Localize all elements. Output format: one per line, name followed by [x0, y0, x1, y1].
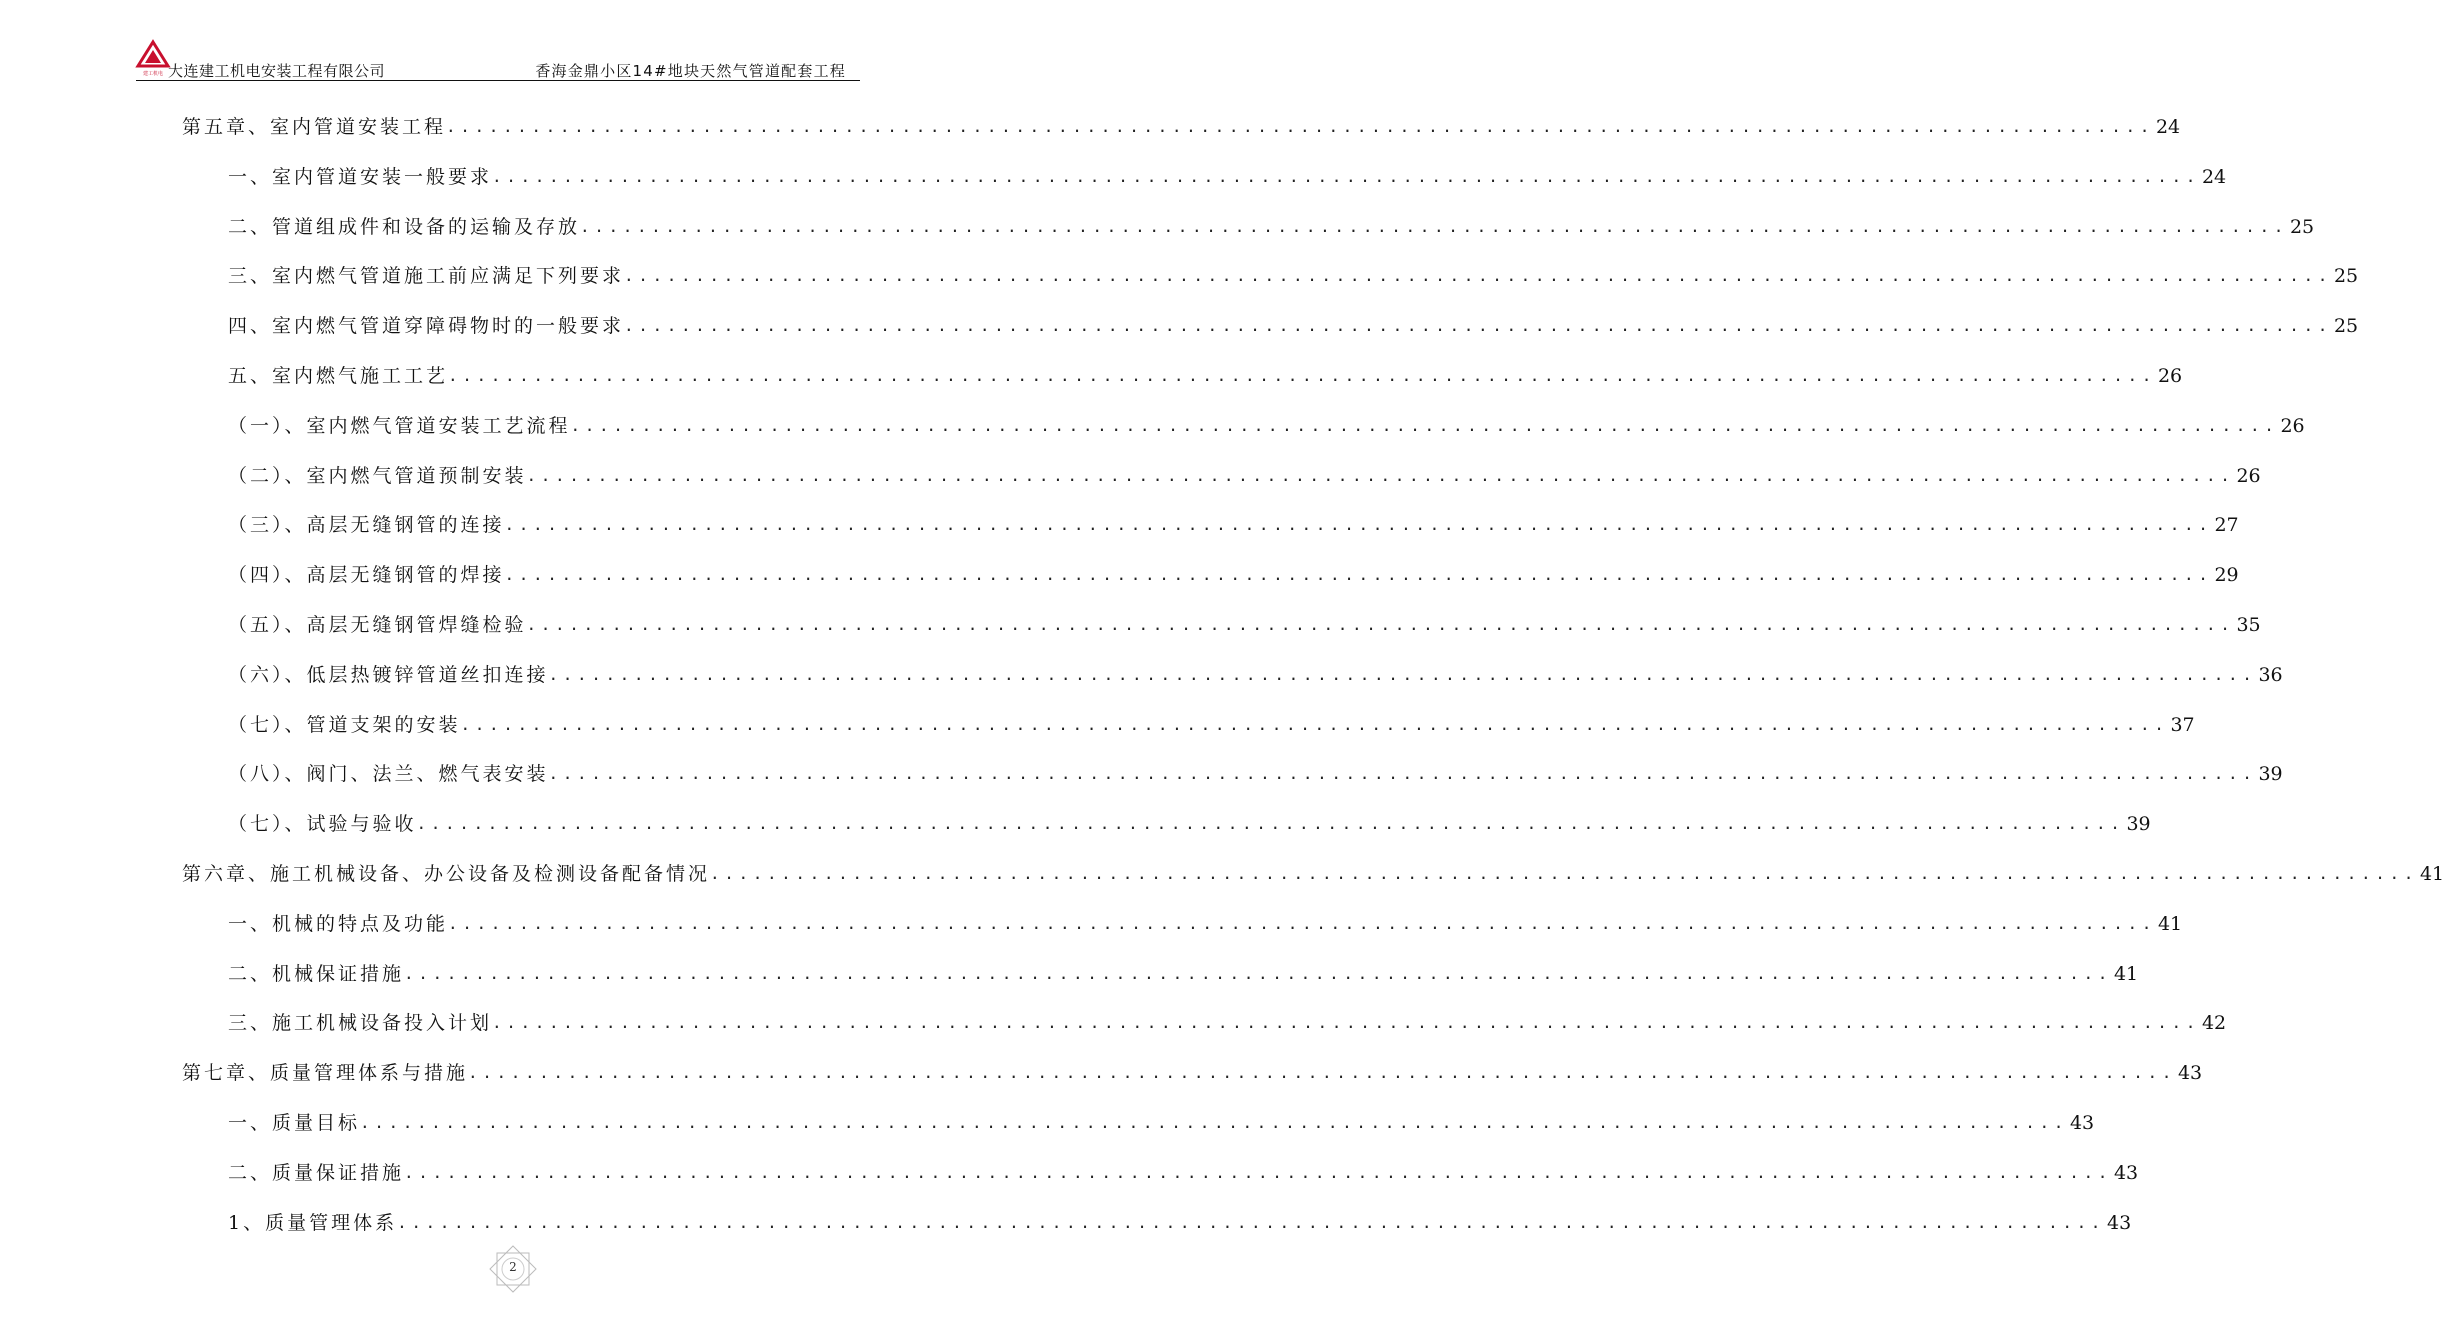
- toc-entry-title: （一）、室内燃气管道安装工艺流程: [228, 414, 571, 437]
- toc-entry[interactable]: [228, 411, 2305, 441]
- toc-entry[interactable]: [228, 1008, 2227, 1038]
- toc-entry[interactable]: [228, 261, 2359, 291]
- toc-entry-title: 第五章、室内管道安装工程: [182, 116, 447, 138]
- svg-text:建工机电: 建工机电: [142, 71, 164, 77]
- toc-entry-title: （四）、高层无缝钢管的焊接: [228, 564, 505, 587]
- toc-leader-dots: ........................................................................................................................: [624, 316, 2332, 336]
- project-name: 香海金鼎小区14#地块天然气管道配套工程: [535, 62, 846, 80]
- toc-entry[interactable]: [182, 112, 2181, 142]
- toc-entry-title: （六）、低层热镀锌管道丝扣连接: [228, 663, 549, 686]
- toc-entry-title: 三、室内燃气管道施工前应满足下列要求: [228, 265, 625, 288]
- company-name: 大连建工机电安装工程有限公司: [168, 62, 386, 80]
- toc-leader-dots: ........................................................................................................................: [416, 814, 2125, 834]
- toc-entry-page: 25: [2333, 265, 2359, 288]
- toc-entry-page: 29: [2214, 564, 2239, 587]
- toc-entry-page: 24: [2201, 165, 2227, 188]
- toc-leader-dots: ........................................................................................................................: [397, 1212, 2106, 1232]
- toc-entry-title: 一、室内管道安装一般要求: [228, 165, 493, 188]
- toc-entry-title: 第六章、施工机械设备、办公设备及检测设备配备情况: [182, 863, 711, 885]
- toc-entry-page: 43: [2069, 1112, 2095, 1134]
- toc-entry[interactable]: [228, 909, 2183, 939]
- toc-entry-page: 26: [2280, 414, 2305, 437]
- toc-leader-dots: ........................................................................................................................: [624, 266, 2332, 286]
- toc-entry-title: 二、管道组成件和设备的运输及存放: [228, 215, 581, 238]
- toc-entry-title: 二、质量保证措施: [228, 1161, 405, 1184]
- toc-entry-page: 41: [2419, 863, 2444, 885]
- page-header: [136, 40, 860, 82]
- toc-entry-title: 一、质量目标: [228, 1112, 361, 1134]
- toc-entry[interactable]: [182, 859, 2444, 889]
- toc-entry[interactable]: [228, 660, 2283, 690]
- toc-entry[interactable]: [228, 610, 2261, 640]
- toc-leader-dots: ........................................................................................................................: [526, 615, 2235, 634]
- toc-entry[interactable]: [228, 560, 2239, 590]
- toc-entry-page: 37: [2170, 713, 2195, 736]
- header-divider: [136, 80, 860, 81]
- toc-entry-title: 1、质量管理体系: [228, 1211, 398, 1234]
- toc-leader-dots: ........................................................................................................................: [504, 515, 2213, 535]
- toc-entry-title: 三、施工机械设备投入计划: [228, 1012, 493, 1035]
- toc-entry-title: （七）、管道支架的安装: [228, 713, 461, 736]
- toc-entry-page: 36: [2258, 663, 2283, 686]
- toc-entry-page: 24: [2155, 116, 2181, 138]
- toc-leader-dots: ........................................................................................................................: [446, 117, 2154, 136]
- toc-leader-dots: ........................................................................................................................: [448, 366, 2156, 385]
- toc-entry[interactable]: [228, 510, 2239, 540]
- toc-entry-page: 43: [2107, 1211, 2132, 1234]
- toc-entry-title: 二、机械保证措施: [228, 962, 405, 985]
- toc-leader-dots: ........................................................................................................................: [404, 1162, 2112, 1182]
- page-number: 2: [509, 1260, 517, 1274]
- toc-entry-page: 26: [2236, 464, 2261, 487]
- toc-leader-dots: ........................................................................................................................: [492, 1013, 2200, 1033]
- toc-entry[interactable]: [228, 1158, 2139, 1188]
- toc-leader-dots: ........................................................................................................................: [548, 664, 2257, 684]
- toc-leader-dots: ........................................................................................................................: [570, 415, 2279, 435]
- toc-entry-page: 43: [2177, 1062, 2203, 1085]
- toc-entry-page: 27: [2214, 514, 2239, 537]
- toc-entry[interactable]: [228, 710, 2195, 740]
- toc-entry-page: 42: [2201, 1012, 2227, 1035]
- toc-entry-page: 25: [2333, 315, 2359, 338]
- toc-entry-page: 43: [2113, 1161, 2139, 1184]
- toc-leader-dots: ........................................................................................................................: [548, 764, 2257, 784]
- toc-entry-page: 26: [2157, 365, 2183, 387]
- toc-entry-title: （五）、高层无缝钢管焊缝检验: [228, 614, 527, 636]
- toc-entry[interactable]: [228, 461, 2261, 491]
- toc-entry-page: 39: [2126, 813, 2151, 836]
- toc-leader-dots: ........................................................................................................................: [526, 465, 2235, 485]
- toc-entry-title: （三）、高层无缝钢管的连接: [228, 514, 505, 537]
- toc-leader-dots: ........................................................................................................................: [710, 864, 2418, 883]
- toc-entry[interactable]: [228, 1108, 2095, 1138]
- toc-leader-dots: ........................................................................................................................: [360, 1113, 2068, 1132]
- toc-entry[interactable]: [228, 361, 2183, 391]
- toc-entry-page: 25: [2289, 215, 2315, 238]
- toc-entry[interactable]: [228, 1208, 2132, 1238]
- toc-entry[interactable]: [182, 1058, 2203, 1088]
- toc-entry-title: （七）、试验与验收: [228, 813, 417, 836]
- toc-entry[interactable]: [228, 311, 2359, 341]
- toc-entry-page: 35: [2236, 614, 2261, 636]
- toc-entry-page: 41: [2157, 912, 2183, 935]
- toc-entry[interactable]: [228, 809, 2151, 839]
- toc-entry[interactable]: [228, 759, 2283, 789]
- toc-leader-dots: ........................................................................................................................: [448, 913, 2156, 933]
- toc-entry-title: 第七章、质量管理体系与措施: [182, 1062, 469, 1085]
- toc-leader-dots: ........................................................................................................................: [492, 166, 2200, 186]
- toc-entry[interactable]: [228, 162, 2227, 192]
- toc-leader-dots: ........................................................................................................................: [404, 963, 2112, 983]
- toc-leader-dots: ........................................................................................................................: [580, 216, 2288, 236]
- toc-entry-page: 39: [2258, 763, 2283, 786]
- toc-entry[interactable]: [228, 959, 2139, 989]
- toc-entry-page: 41: [2113, 962, 2139, 985]
- toc-leader-dots: ........................................................................................................................: [468, 1063, 2176, 1083]
- toc-entry-title: （八）、阀门、法兰、燃气表安装: [228, 763, 549, 786]
- toc-entry-title: 一、机械的特点及功能: [228, 912, 449, 935]
- toc-entry[interactable]: [228, 212, 2315, 242]
- toc-leader-dots: ........................................................................................................................: [460, 714, 2169, 734]
- company-logo-icon: [136, 40, 170, 78]
- toc-leader-dots: ........................................................................................................................: [504, 565, 2213, 585]
- toc-entry-title: 四、室内燃气管道穿障碍物时的一般要求: [228, 315, 625, 338]
- toc-entry-title: （二）、室内燃气管道预制安装: [228, 464, 527, 487]
- toc-entry-title: 五、室内燃气施工工艺: [228, 365, 449, 387]
